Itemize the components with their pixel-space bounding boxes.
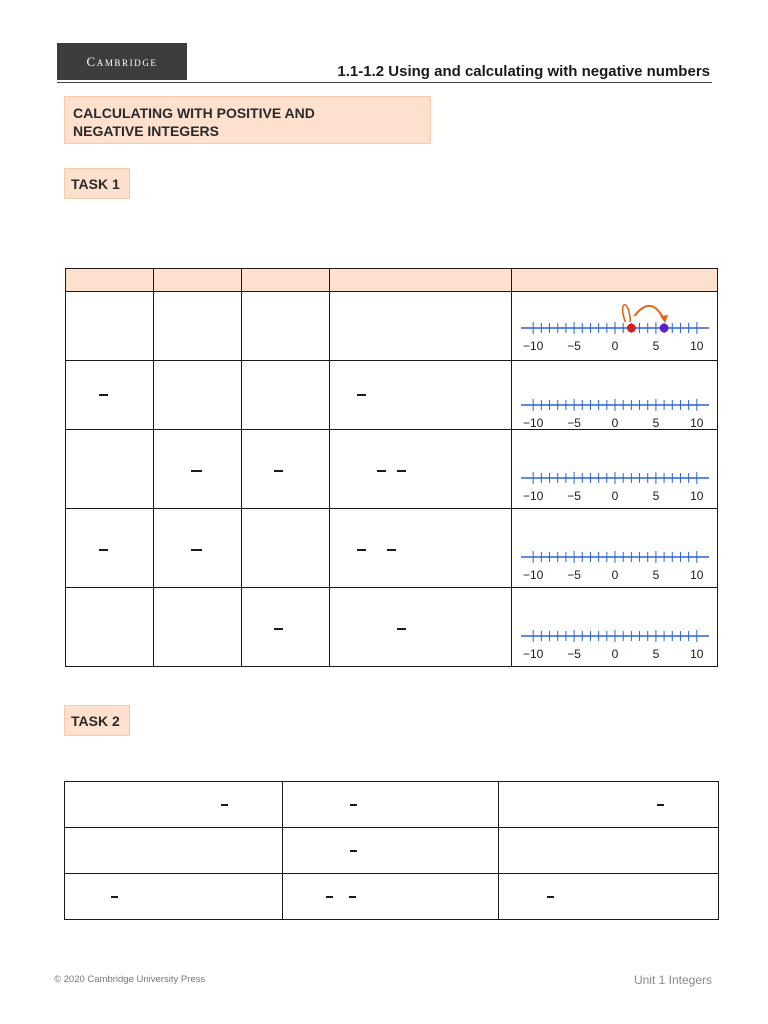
number-line-label: −10: [523, 647, 544, 661]
minus-sign: [357, 549, 366, 551]
table-cell: [66, 430, 154, 509]
copyright: © 2020 Cambridge University Press: [54, 974, 206, 985]
table-row: [66, 588, 718, 667]
minus-sign: [99, 394, 108, 396]
table-cell: [499, 828, 719, 874]
start-point: [627, 324, 636, 333]
table-cell: [241, 430, 329, 509]
task1-table: [65, 268, 718, 667]
header-divider: [57, 82, 712, 83]
number-line: [520, 606, 710, 664]
minus-sign: [377, 470, 386, 472]
number-line-label: 5: [652, 489, 660, 503]
section-heading-line1: CALCULATING WITH POSITIVE AND: [73, 105, 315, 121]
table-cell: [66, 588, 154, 667]
number-line-label: −10: [523, 416, 544, 430]
table-row: [65, 828, 719, 874]
table-cell: [499, 782, 719, 828]
table-cell: [66, 509, 154, 588]
number-line-label: 5: [652, 416, 660, 430]
table-cell: [65, 828, 283, 874]
end-point: [660, 324, 669, 333]
number-line-svg: [520, 527, 710, 585]
table-cell: [65, 874, 283, 920]
number-line-label: 10: [690, 489, 704, 503]
number-line-svg: [520, 606, 710, 664]
number-line-label: −5: [567, 489, 582, 503]
table-row: [66, 292, 718, 361]
table-cell: [66, 292, 154, 361]
number-line-label: 5: [652, 339, 660, 353]
table-cell: [329, 588, 512, 667]
number-line: [520, 375, 710, 433]
table-row: [66, 509, 718, 588]
task2-label: TASK 2: [64, 705, 130, 736]
table-header-cell: [153, 269, 241, 292]
table-row: [66, 430, 718, 509]
table-cell: [153, 361, 241, 430]
table-cell: [241, 292, 329, 361]
logo-text: Cambridge: [86, 53, 158, 69]
page-title: 1.1-1.2 Using and calculating with negative numbers: [337, 63, 710, 80]
number-line-label: −5: [567, 339, 582, 353]
table-cell: [65, 782, 283, 828]
table-cell: [282, 782, 499, 828]
number-line-label: 5: [652, 568, 660, 582]
minus-sign: [350, 804, 357, 806]
number-line-label: −10: [523, 568, 544, 582]
minus-sign: [326, 896, 333, 898]
number-line-svg: [520, 448, 710, 506]
minus-sign: [221, 804, 228, 806]
section-heading-line2: NEGATIVE INTEGERS: [73, 123, 219, 139]
number-line-label: 10: [690, 339, 704, 353]
number-line-label: 10: [690, 568, 704, 582]
number-line-svg: [520, 375, 710, 433]
table-cell: [241, 361, 329, 430]
number-line-label: 0: [611, 568, 619, 582]
minus-sign: [99, 549, 108, 551]
minus-sign: [111, 896, 118, 898]
section-heading: [64, 96, 431, 144]
minus-sign: [397, 628, 406, 630]
minus-sign: [357, 394, 366, 396]
number-line-cell: [512, 588, 718, 667]
number-line-label: 10: [690, 647, 704, 661]
table-cell: [282, 874, 499, 920]
unit-label: Unit 1 Integers: [633, 973, 712, 987]
number-line-label: −10: [523, 339, 544, 353]
number-line-cell: [512, 430, 718, 509]
jump-arrow: [635, 306, 665, 320]
number-line-cell: [512, 361, 718, 430]
table-header-cell: [329, 269, 512, 292]
number-line-label: 5: [652, 647, 660, 661]
number-line-label: 0: [611, 489, 619, 503]
table-header-cell: [241, 269, 329, 292]
minus-sign: [657, 804, 664, 806]
arrow-head-icon: [660, 315, 668, 323]
table-cell: [241, 509, 329, 588]
table-header-cell: [66, 269, 154, 292]
table-cell: [241, 588, 329, 667]
number-line-label: 10: [690, 416, 704, 430]
minus-sign: [350, 850, 357, 852]
table-row: [66, 361, 718, 430]
table-header-row: [66, 269, 718, 292]
number-line-label: 0: [611, 647, 619, 661]
minus-sign: [547, 896, 554, 898]
cambridge-logo: [57, 43, 187, 80]
table-row: [65, 782, 719, 828]
number-line-label: −10: [523, 489, 544, 503]
minus-sign: [274, 470, 283, 472]
table-cell: [499, 874, 719, 920]
table-header-cell: [512, 269, 718, 292]
table-cell: [329, 292, 512, 361]
number-line-label: 0: [611, 339, 619, 353]
number-line-cell: [512, 292, 718, 361]
table-cell: [66, 361, 154, 430]
table-cell: [329, 361, 512, 430]
number-line: [520, 298, 710, 356]
minus-sign: [274, 628, 283, 630]
number-line-svg: [520, 298, 710, 356]
table-cell: [153, 430, 241, 509]
task1-label: TASK 1: [64, 168, 130, 199]
minus-sign: [191, 470, 202, 472]
number-line-label: 0: [611, 416, 619, 430]
table-cell: [329, 509, 512, 588]
number-line-label: −5: [567, 416, 582, 430]
minus-sign: [387, 549, 396, 551]
table-cell: [153, 588, 241, 667]
table-cell: [329, 430, 512, 509]
number-line-label: −5: [567, 568, 582, 582]
minus-sign: [191, 549, 202, 551]
minus-sign: [397, 470, 406, 472]
table-cell: [153, 509, 241, 588]
number-line-label: −5: [567, 647, 582, 661]
table-cell: [282, 828, 499, 874]
number-line: [520, 527, 710, 585]
table-row: [65, 874, 719, 920]
minus-sign: [349, 896, 356, 898]
jump-arrow-small: [623, 305, 631, 322]
number-line-cell: [512, 509, 718, 588]
task2-table: [64, 781, 719, 920]
table-cell: [153, 292, 241, 361]
number-line: [520, 448, 710, 506]
